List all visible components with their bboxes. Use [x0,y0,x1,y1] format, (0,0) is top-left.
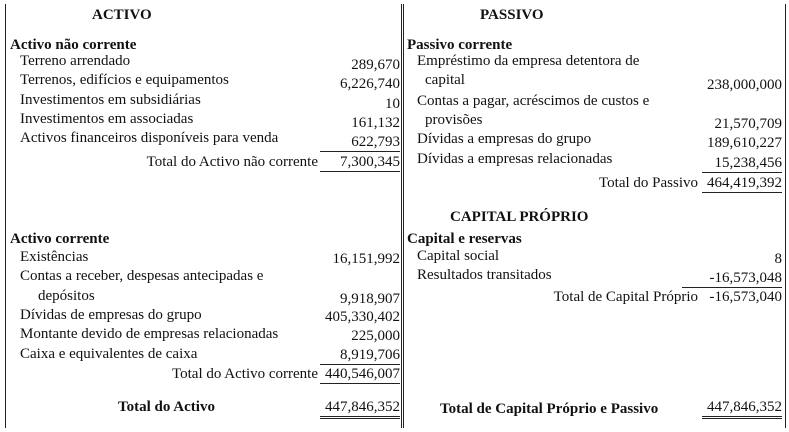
activo-c-label-1: Contas a receber, despesas antecipadas e [20,268,264,284]
activo-c-value-3: 225,000 [351,328,400,344]
activo-nc-value-2: 10 [385,96,400,112]
activo-corrente-title: Activo corrente [10,231,110,247]
passivo-total-value: 464,419,392 [702,175,782,193]
passivo-c-label-0: Empréstimo da empresa detentora de [417,53,640,69]
activo-nc-label-4: Activos financeiros disponíveis para venda [20,130,279,146]
activo-c-label-2: Dívidas de empresas do grupo [20,307,202,323]
capital-label-1: Resultados transitados [417,267,552,283]
activo-nc-label-0: Terreno arrendado [20,53,131,69]
activo-c-label-0: Existências [20,249,89,265]
activo-nc-value-4: 622,793 [320,134,400,152]
activo-nc-value-3: 161,132 [351,115,400,131]
passivo-c-value-1: 21,570,709 [714,116,782,132]
passivo-c-label-2: Dívidas a empresas do grupo [417,131,592,147]
activo-nc-total-value: 7,300,345 [320,154,400,172]
activo-c-label-4: Caixa e equivalentes de caixa [20,346,198,362]
activo-c-value-0: 16,151,992 [332,251,400,267]
passivo-total-label: Total do Passivo [599,175,698,191]
passivo-c-value-3: 15,238,456 [702,155,782,173]
activo-c-label-1b: depósitos [38,288,95,304]
activo-nc-label-2: Investimentos em subsidiárias [20,92,201,108]
capital-total-label: Total de Capital Próprio [553,289,698,305]
activo-c-value-1: 9,918,907 [340,291,400,307]
activo-nao-corrente-title: Activo não corrente [10,37,137,53]
activo-header: ACTIVO [92,7,152,23]
passivo-c-label-0b: capital [425,72,465,88]
activo-nc-value-1: 6,226,740 [340,76,400,92]
activo-nc-label-1: Terrenos, edifícios e equipamentos [20,72,229,88]
passivo-header: PASSIVO [480,7,544,23]
activo-nc-value-0: 289,670 [351,57,400,73]
passivo-c-label-1b: provisões [425,112,483,128]
capital-header: CAPITAL PRÓPRIO [450,209,589,225]
activo-nc-label-3: Investimentos em associadas [20,111,194,127]
passivo-grand-total-label: Total de Capital Próprio e Passivo [440,401,659,417]
capital-label-0: Capital social [417,248,500,264]
activo-c-total-label: Total do Activo corrente [172,366,318,382]
passivo-c-value-0: 238,000,000 [707,77,782,93]
passivo-c-label-1: Contas a pagar, acréscimos de custos e [417,93,650,109]
capital-title: Capital e reservas [407,231,522,247]
activo-c-value-4: 8,919,706 [320,347,400,365]
capital-total-value: -16,573,040 [709,289,782,305]
passivo-corrente-title: Passivo corrente [407,37,513,53]
activo-grand-total-value: 447,846,352 [320,399,400,419]
passivo-grand-total-value: 447,846,352 [702,399,782,419]
activo-c-total-value: 440,546,007 [320,366,400,384]
activo-nc-total-label: Total do Activo não corrente [146,154,318,170]
activo-c-value-2: 405,330,402 [325,309,400,325]
passivo-c-value-2: 189,610,227 [707,135,782,151]
capital-value-1: -16,573,048 [682,270,782,288]
passivo-c-label-3: Dívidas a empresas relacionadas [417,151,613,167]
capital-value-0: 8 [774,251,782,267]
activo-c-label-3: Montante devido de empresas relacionadas [20,326,279,342]
column-divider [401,4,404,428]
activo-grand-total-label: Total do Activo [118,399,215,415]
